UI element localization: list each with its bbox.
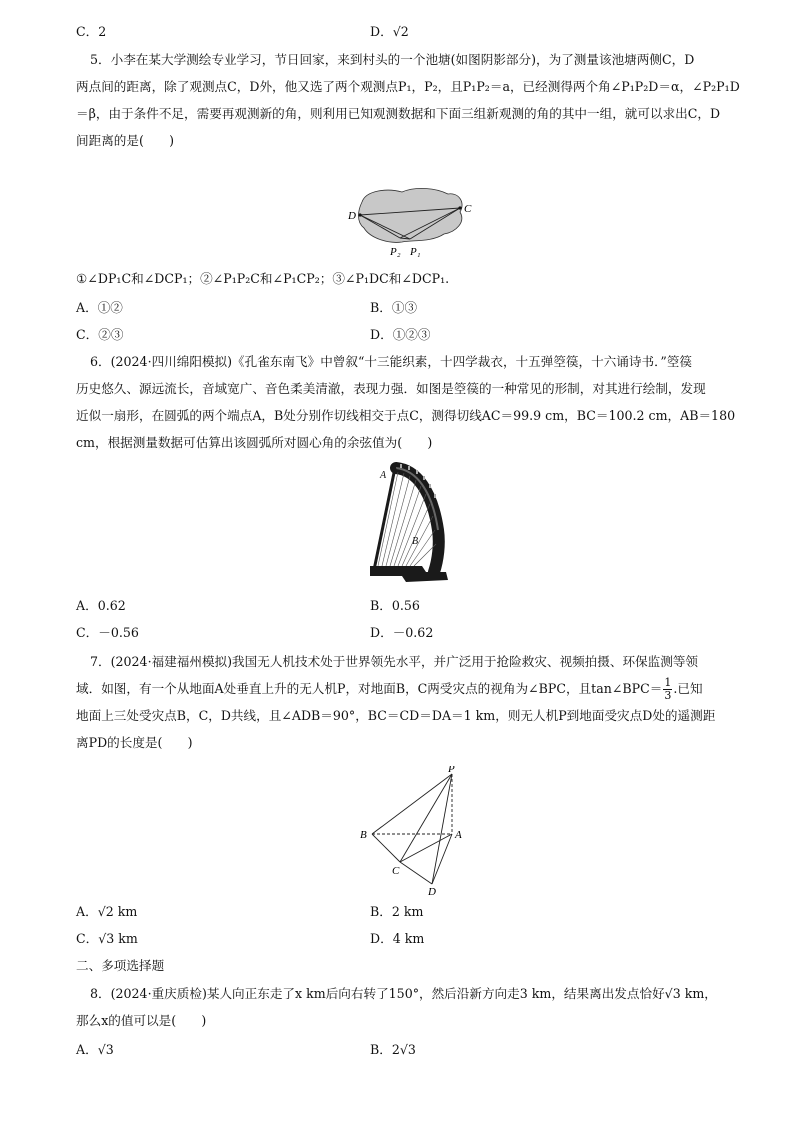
q5-option-b: B．①③ <box>370 300 418 315</box>
fig-label-p1: P₁ <box>410 246 421 258</box>
q7-text-line2 <box>76 675 766 702</box>
q4-option-d: D．√2 <box>370 24 409 39</box>
fig-label-b: B <box>360 829 367 841</box>
fig-label-c: C <box>392 865 400 877</box>
q6-option-d: D．－0.62 <box>370 625 434 640</box>
q5-text-line3: ＝β，由于条件不足，需要再观测新的角，则利用已知观测数据和下面三组新观测的角的其中一组，就可以求出C，D <box>76 106 721 121</box>
q6-option-b: B．0.56 <box>370 598 420 613</box>
q6-text-line3: 近似一扇形，在圆弧的两个端点A，B处分别作切线相交于点C，测得切线AC＝99.9 cm，BC＝100.2 cm，AB＝180 <box>76 408 736 423</box>
fig-label-d: D <box>348 210 356 222</box>
q5-text-line4: 间距离的是( ) <box>76 133 174 148</box>
konghou-figure <box>366 460 462 588</box>
fig-label-p2: P₂ <box>390 246 401 258</box>
fig-label-a: A <box>455 829 462 841</box>
q6-option-c: C．－0.56 <box>76 625 139 640</box>
q8-text-line1: 8．(2024·重庆质检)某人向正东走了x km后向右转了150°，然后沿新方向走3 km，结果离出发点恰好√3 km， <box>90 986 717 1001</box>
fig-label-b: B <box>412 536 419 547</box>
q6-text-line4: cm，根据测量数据可估算出该圆弧所对圆心角的余弦值为( ) <box>76 435 433 450</box>
q8-option-a: A．√3 <box>76 1042 114 1057</box>
q7-option-b: B．2 km <box>370 904 424 919</box>
fig-label-c: C <box>464 203 472 215</box>
q7-text-line3: 地面上三处受灾点B，C，D共线，且∠ADB＝90°，BC＝CD＝DA＝1 km，则无人机P到地面受灾点D处的遥测距 <box>76 708 716 723</box>
q5-choices: ①∠DP₁C和∠DCP₁；②∠P₁P₂C和∠P₁CP₂；③∠P₁DC和∠DCP₁. <box>76 271 450 286</box>
q5-option-d: D．①②③ <box>370 327 431 342</box>
q4-option-c: C．2 <box>76 24 107 39</box>
q5-option-c: C．②③ <box>76 327 124 342</box>
q6-option-a: A．0.62 <box>76 598 126 613</box>
q8-text-line2: 那么x的值可以是( ) <box>76 1013 207 1028</box>
q8-option-b: B．2√3 <box>370 1042 416 1057</box>
q7-option-d: D．4 km <box>370 931 425 946</box>
section-title-multiple-choice: 二、多项选择题 <box>76 958 165 973</box>
q7-text-line1: 7．(2024·福建福州模拟)我国无人机技术处于世界领先水平，并广泛用于抢险救灾、视频拍摄、环保监测等领 <box>90 654 699 669</box>
q7-text-line4: 离PD的长度是( ) <box>76 735 193 750</box>
fig-label-d: D <box>428 886 436 896</box>
fig-label-p: P <box>448 766 455 775</box>
q6-text-line1: 6．(2024·四川绵阳模拟)《孔雀东南飞》中曾叙“十三能织素，十四学裁衣，十五弹箜篌，十六诵诗书．”箜篌 <box>90 354 693 369</box>
q5-option-a: A．①② <box>76 300 123 315</box>
q6-text-line2: 历史悠久、源远流长，音域宽广、音色柔美清澈，表现力强．如图是箜篌的一种常见的形制，对其进行绘制，发现 <box>76 381 706 396</box>
fig-label-a: A <box>380 470 387 481</box>
q7-option-c: C．√3 km <box>76 931 138 946</box>
pond-shape <box>359 188 463 242</box>
q7-fraction <box>663 677 672 702</box>
q7-fraction-numerator: 1 <box>664 676 672 689</box>
pond-figure <box>340 180 480 264</box>
q7-fraction-denominator: 3 <box>664 689 672 702</box>
q5-text-line2: 两点间的距离，除了观测点C，D外，他又选了两个观测点P₁，P₂，且P₁P₂＝a，已经测得两个角∠P₁P₂D＝α，∠P₂P₁D <box>76 79 740 94</box>
q7-text-line2-a: 域．如图，有一个从地面A处垂直上升的无人机P，对地面B，C两受灾点的视角为∠BPC，且tan∠BPC＝ <box>76 681 663 696</box>
q7-option-a: A．√2 km <box>76 904 138 919</box>
q7-text-line2-b: .已知 <box>673 681 703 696</box>
drone-figure <box>356 766 470 896</box>
q5-text-line1: 5．小李在某大学测绘专业学习，节日回家，来到村头的一个池塘(如图阴影部分)，为了测量该池塘两侧C，D <box>90 52 695 67</box>
